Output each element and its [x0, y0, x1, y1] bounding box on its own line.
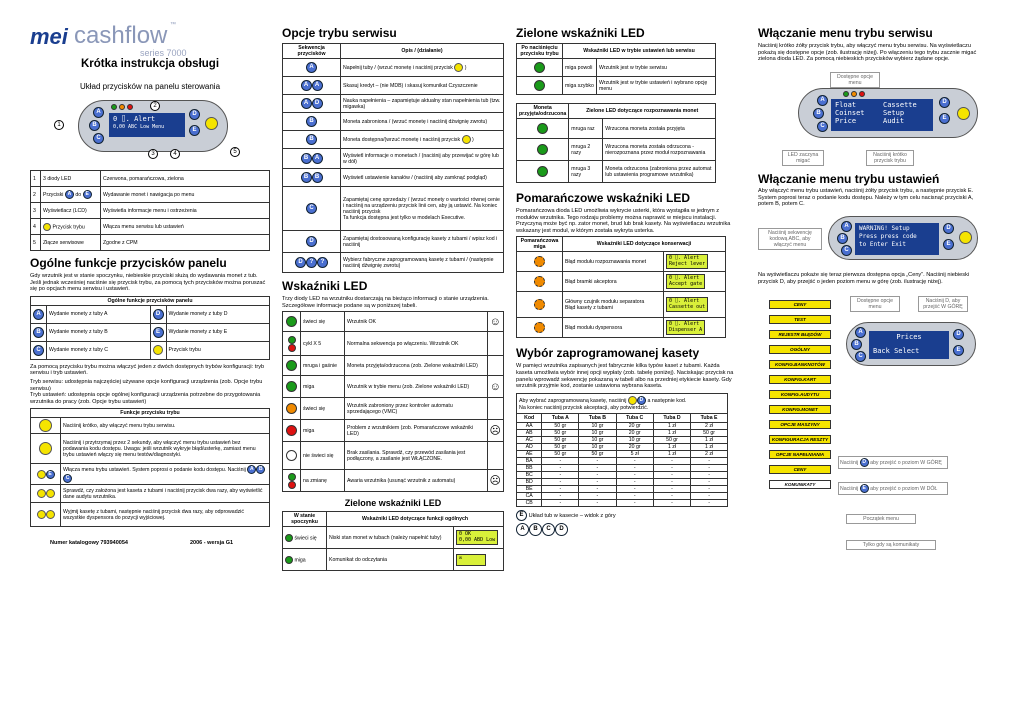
- brand-logo: [30, 22, 190, 58]
- setup-lcd: WARNING! Setup Press press code to Enter Exit: [855, 223, 939, 255]
- panel-button-d[interactable]: D: [189, 109, 200, 120]
- table-row: 1 3 diody LED Czerwona, pomarańczowa, zielona: [31, 171, 270, 187]
- general-title: Ogólne funkcje przycisków panelu: [30, 256, 227, 270]
- key-any-icon: ?: [317, 257, 328, 268]
- column-1: [30, 0, 270, 724]
- service-options-table: Sekwencja przycisków Opis / (działanie) A Napełnij tuby / (wrzuć monetę i naciśnij przycisk ) A A Skasuj kredyt – (nie MDB) i skasuj komunikat Czyszczenie A D Nauka napełnienia – zapamiętuje aktualny stan napełnienia tub (tzw. migawka) B Moneta zabroniona / (wrzuć monetę i naciśnij dźwignię zwrotu) B Moneta dostępna/(wrzuć monetę i naciśnij przycisk ) B A Wyświetl informacje o monetach / (naciśnij aby przewijać w górę lub w dół) B B Wyświetl ustawienie kanałów / (naciśnij aby zamknąć podgląd) C Zapamiętaj cenę sprzedaży / (wrzuć monety o wartości równej cenie i naciśnij na urządzeniu przycisk linii cen, aby ją ustawić. Na koniec naciśnij przycisk Ta funkcja dostępna jest tylko w modelach Executive. D Zapamiętaj dostosowaną konfigurację kasety z tubami / wpisz kod i naciśnij D ? ? Wybierz fabryczne zaprogramowaną kasetę z tubami / (następnie naciśnij dźwignię zwrotu): [282, 43, 504, 273]
- panel-mode-button[interactable]: [959, 231, 972, 244]
- panel-button-a[interactable]: A: [841, 221, 852, 232]
- panel-button-b[interactable]: B: [837, 233, 848, 244]
- menu-tree-item: KONFIG.AUDYTU: [769, 390, 831, 399]
- green-table: Po naciśnięciu przycisku trybu Wskaźniki LED w trybie ustawień lub serwisu miga powoli Wrzutnik jest w trybie serwisu miga szybko Wrzutnik jest w trybie ustawień i wybrano opcję menu: [516, 43, 716, 95]
- table-row: CA - - - - -: [517, 492, 728, 499]
- mode-button-icon: [46, 510, 55, 519]
- panel-mode-button[interactable]: [957, 107, 970, 120]
- panel-led-green: [843, 91, 849, 97]
- key-b-icon: B: [301, 172, 312, 183]
- lcd-preview: 0 ⌷. Alert Dispenser A: [666, 320, 705, 335]
- table-row: BC - - - - -: [517, 471, 728, 478]
- page-title: Krótka instrukcja obsługi: [80, 58, 220, 70]
- led-orange-icon: [534, 299, 545, 310]
- mode-button-icon: [462, 135, 471, 144]
- table-row: na zmianę Awaria wrzutnika (usunąć wrzutnik z automatu) ☹: [283, 470, 504, 492]
- table-row: mruga 3 razy Moneta odrzucona (zabroniona przez automat lub ustawienia programowe wrzutnika): [517, 161, 716, 183]
- key-a-icon: A: [65, 190, 74, 199]
- orange-text: Pomarańczowa dioda LED umożliwia wykrycie usterki, która wystąpiła w jednym z modułów wrzutnika. Tego rodzaju problemy można naprawić w miejscu instalacji. Przyczyną może być np. zator monet, brud lub brak kasety. Na wyświetlaczu wrzutnika wskazany jest moduł, w którym została wykryta usterka.: [516, 208, 731, 234]
- menu-tree-item: KONFIG.KART: [769, 375, 831, 384]
- table-row: Wyjmij kasetę z tubami, następnie naciśnij przycisk dwa razy, aby odprowadzić wszystkie dyspensora do pozycji wyjściowej.: [31, 503, 270, 527]
- key-d-icon: D: [306, 236, 317, 247]
- key-b-icon: B: [312, 172, 323, 183]
- panel-button-d[interactable]: D: [943, 223, 954, 234]
- led-green-icon: [286, 316, 297, 327]
- panel-button-b[interactable]: B: [89, 120, 100, 131]
- led-green-icon: [537, 144, 548, 155]
- brand-name: cashflow: [74, 22, 168, 49]
- panel-button-c[interactable]: C: [93, 133, 104, 144]
- cassette-title: Wybór zaprogramowanej kasety: [516, 346, 700, 361]
- menu-tree-item: KONFIG.MONET: [769, 405, 831, 414]
- cassette-header-row: Kod Tuba A Tuba B Tuba C Tuba D Tuba E: [517, 413, 728, 422]
- led-green-icon: [285, 556, 293, 564]
- mode-button-icon: [37, 470, 46, 479]
- panel-button-a[interactable]: A: [817, 95, 828, 106]
- led-green-icon: [288, 473, 296, 481]
- table-row: miga powoli Wrzutnik jest w trybie serwisu: [517, 59, 716, 77]
- led-orange-icon: [534, 256, 545, 267]
- table-row: AE 50 gr 50 gr 5 zł 1 zł 2 zł: [517, 450, 728, 457]
- green-small-title: Zielone wskaźniki LED: [344, 498, 442, 509]
- key-b-icon: B: [301, 153, 312, 164]
- key-e-icon: E: [516, 510, 527, 521]
- lcd-preview: 0 ⌷. Alert Accept gate: [666, 274, 705, 289]
- mode-button-icon: [628, 396, 637, 405]
- brand-series: series 7000: [140, 48, 187, 58]
- table-row: Naciśnij i przytrzymaj przez 2 sekundy, aby włączyć menu trybu ustawień bez podawania kodu dostępu. Uwaga: jeśli wrzutnik wykryje błąd/usterkę, zamiast menu trybu ustawień włączy się menu testów/diagnostyki.: [31, 434, 270, 464]
- panel-button-c[interactable]: C: [817, 121, 828, 132]
- menu-tree-list: [762, 300, 838, 495]
- table-row: AB 50 gr 10 gr 20 gr 1 zł 50 gr: [517, 429, 728, 436]
- cassette-body: [517, 422, 728, 506]
- panel-button-b[interactable]: B: [813, 108, 824, 119]
- setup-on-text: Aby włączyć menu trybu ustawień, naciśnij żółty przycisk trybu, a następnie przycisk E. System poprosi teraz o podanie kodu dostępu. Należy w tym celu nacisnąć przyciski A, potem B, potem C.: [758, 188, 974, 208]
- panel-layout-title: Układ przycisków na panelu sterowania: [79, 82, 221, 91]
- frown-icon: ☹: [487, 420, 503, 442]
- table-row: B A Wyświetl informacje o monetach / (naciśnij aby przewijać w górę lub w dół): [283, 149, 504, 169]
- panel-led-orange: [119, 104, 125, 110]
- menu-tree-item: KONFIG.BANKNOTÓW: [769, 360, 831, 369]
- service-options-title: Opcje trybu serwisu: [282, 26, 397, 40]
- table-row: świeci się Wrzutnik zabroniony przez kontroler automatu sprzedającego (VMC): [283, 398, 504, 420]
- callout-4: 4: [170, 149, 180, 159]
- led-starts-blinking-box: LED zaczyna migać: [782, 150, 824, 166]
- table-row: Główny czujnik modułu separatora Błąd kasety z tubami 0 ⌷. Alert Cassette out: [517, 292, 726, 318]
- key-d-icon: D: [295, 257, 306, 268]
- key-e-icon: E: [46, 470, 55, 479]
- menu-tree-item: REJESTR BŁĘDÓW: [769, 330, 831, 339]
- menu-tree: [758, 296, 988, 556]
- table-row: CB - - - - -: [517, 499, 728, 506]
- mode-button-icon: [43, 223, 51, 231]
- frown-icon: ☹: [487, 470, 503, 492]
- panel-button-e[interactable]: E: [943, 239, 954, 250]
- brand-tm: ™: [170, 22, 176, 28]
- legend-table: [30, 170, 270, 251]
- setup-on-title: Włączanie menu trybu ustawień: [758, 172, 940, 186]
- panel-led-red: [859, 91, 865, 97]
- mode-button-icon: [39, 419, 52, 432]
- table-row: B B Wyświetl ustawienie kanałów / (naciśnij aby zamknąć podgląd): [283, 169, 504, 187]
- key-a-icon: A: [301, 80, 312, 91]
- table-row: miga Problem z wrzutnikiem (zob. Pomarańczowe wskaźniki LED) ☹: [283, 420, 504, 442]
- panel-button-d[interactable]: D: [939, 97, 950, 108]
- menu-tree-item: KONFIGURACJA RESZTY: [769, 435, 831, 444]
- menu-tree-item: OGÓLNY: [769, 345, 831, 354]
- table-row: BA - - - - -: [517, 457, 728, 464]
- column-4: [758, 0, 988, 724]
- cassette-table: [516, 413, 728, 507]
- panel-button-c[interactable]: C: [855, 351, 866, 362]
- key-b-icon: B: [306, 116, 317, 127]
- panel-button-a[interactable]: A: [855, 327, 866, 338]
- led-orange-icon: [534, 322, 545, 333]
- tree-press-d-box: Naciśnij D aby przejść o poziom W GÓRĘ: [838, 456, 948, 469]
- menu-tree-item: OPCJE NAPEŁNIANIA: [769, 450, 831, 459]
- lcd-message-icon: ✉: [456, 554, 486, 566]
- menu-tree-item: KOMUNIKATY: [769, 480, 831, 489]
- key-b-icon: B: [306, 134, 317, 145]
- mode-button-icon: [37, 510, 46, 519]
- mode-text-1: Za pomocą przycisku trybu można włączyć jeden z dwóch dostępnych trybów konfiguracji: tryb serwisu i tryb ustawień.: [30, 363, 265, 377]
- table-row: 2 Przyciski A do E Wydawanie monet i nawigacja po menu: [31, 187, 270, 203]
- menu-tree-item: CENY: [769, 300, 831, 309]
- press-mode-box: Naciśnij krótko przycisk trybu: [866, 150, 914, 166]
- general-section: [30, 252, 270, 527]
- led-green-icon: [288, 336, 296, 344]
- setup-panel-illustration: [828, 216, 978, 260]
- callout-5: 5: [230, 147, 240, 157]
- table-row: świeci się Wrzutnik OK ☺: [283, 312, 504, 332]
- tube-a-icon: A: [516, 523, 529, 536]
- menu-tree-item: CENY: [769, 465, 831, 474]
- table-row: A A Skasuj kredyt – (nie MDB) i skasuj komunikat Czyszczenie: [283, 77, 504, 95]
- table-row: C Zapamiętaj cenę sprzedaży / (wrzuć monety o wartości równej cenie i naciśnij na urządzeniu przycisk linii cen, aby ją ustawić. Na koniec naciśnij przycisk Ta funkcja dostępna jest tylko w modelach Executive.: [283, 187, 504, 231]
- table-row: B Wydanie monety z tuby B E Wydanie monety z tuby E: [31, 323, 270, 341]
- table-row: AA 50 gr 10 gr 20 gr 1 zł 2 zł: [517, 422, 728, 429]
- table-row: D ? ? Wybierz fabryczne zaprogramowaną kasetę z tubami / (następnie naciśnij dźwignię zwrotu): [283, 253, 504, 273]
- table-row: C Wydanie monety z tuby C Przycisk trybu: [31, 341, 270, 359]
- table-row: A Wydanie monety z tuby A D Wydanie monety z tuby D: [31, 305, 270, 323]
- mode-button-icon: [37, 489, 46, 498]
- key-b-icon: B: [256, 465, 265, 474]
- mode-text-3: Tryb ustawień: udostępnia opcje ogólnej konfiguracji urządzenia potrzebne do przygotowania wrzutnika do pracy (zob. Opcje trybu ustawień): [30, 392, 261, 405]
- tree-start-box: Początek menu: [846, 514, 916, 524]
- tree-up-box: Naciśnij D, aby przejść W GÓRĘ: [918, 296, 968, 312]
- tree-panel-illustration: [846, 322, 976, 366]
- panel-led-green: [111, 104, 117, 110]
- led-red-icon: [288, 344, 296, 352]
- coin-table: Moneta przyjęta/odrzucona Zielone LED dotyczące rozpoznawania monet mruga raz Wrzucona moneta została przyjęta mruga 2 razy Wrzucona moneta została odrzucona - nierozpoznana przez moduł rozpoznawania mruga 3 razy Moneta odrzucona (zabroniona przez automat lub ustawienia programowe wrzutnika): [516, 103, 716, 183]
- table-row: AD 50 gr 10 gr 20 gr 1 zł 1 zł: [517, 443, 728, 450]
- led-green-icon: [286, 381, 297, 392]
- lcd-preview: 0 OK 0,00 ABD Low: [456, 530, 498, 545]
- panel-lcd-line2: 0,00 ABC Low Menu: [113, 124, 165, 130]
- tree-options-box: Dostępne opcje menu: [850, 296, 900, 312]
- general-table: Ogólne funkcje przycisków panelu A Wydanie monety z tuby A D Wydanie monety z tuby D B Wydanie monety z tuby B E Wydanie monety z tuby E C Wydanie monety z tuby C Przycisk trybu: [30, 296, 270, 360]
- mode-button-icon: [46, 489, 55, 498]
- table-row: Błąd bramki akceptora 0 ⌷. Alert Accept gate: [517, 272, 726, 292]
- leds-title: Wskaźniki LED: [282, 279, 368, 293]
- key-a-icon: A: [306, 62, 317, 73]
- table-row: mruga raz Wrzucona moneta została przyjęta: [517, 119, 716, 139]
- cassette-note: Aby wybrać zaprogramowaną kasetę, naciśnij D a następnie kod. Na koniec naciśnij przycisk akceptacji, aby potwierdzić.: [516, 393, 728, 413]
- table-row: E Włącza menu trybu ustawień. System poprosi o podanie kodu dostępu. Naciśnij A BC: [31, 464, 270, 485]
- panel-button-a[interactable]: A: [93, 107, 104, 118]
- smile-icon: ☺: [487, 376, 503, 398]
- mode-button-icon: [39, 442, 52, 455]
- led-green-icon: [286, 360, 297, 371]
- key-d-icon: D: [312, 98, 323, 109]
- key-c-icon: C: [63, 474, 72, 483]
- table-row: miga Wrzutnik w trybie menu (zob. Zielone wskaźniki LED) ☺: [283, 376, 504, 398]
- key-e-icon: E: [153, 327, 164, 338]
- key-b-icon: B: [33, 327, 44, 338]
- service-options-box: Dostępne opcje menu: [830, 72, 880, 88]
- table-row: nie świeci się Brak zasilania. Sprawdź, czy przewód zasilania jest podłączony, a zasilanie jest WŁĄCZONE.: [283, 442, 504, 470]
- table-row: Błąd modułu rozpoznawania monet 0 ⌷. Alert Reject lever: [517, 252, 726, 272]
- table-row: miga szybko Wrzutnik jest w trybie ustawień i wybrano opcję menu: [517, 77, 716, 95]
- led-off-icon: [286, 450, 297, 461]
- cassette-tube-layout: [516, 523, 750, 536]
- mode-button-icon: [454, 63, 463, 72]
- led-green-icon: [534, 62, 545, 73]
- panel-mode-button[interactable]: [205, 117, 218, 130]
- callout-1: 1: [54, 120, 64, 130]
- table-row: Naciśnij krótko, aby włączyć menu trybu serwisu.: [31, 418, 270, 434]
- green-title: Zielone wskaźniki LED: [516, 26, 645, 40]
- setup-code-box: Naciśnij sekwencję kodową ABC, aby włączyć menu: [758, 228, 822, 250]
- panel-button-e[interactable]: E: [939, 113, 950, 124]
- table-row: 5 Złącze serwisowe Zgodne z CPM: [31, 235, 270, 251]
- mode-button-icon: [153, 345, 163, 355]
- table-row: BE - - - - -: [517, 485, 728, 492]
- orange-table: Pomarańczowa miga Wskaźniki LED dotyczące konserwacji Błąd modułu rozpoznawania monet 0 ⌷. Alert Reject lever Błąd bramki akceptora 0 ⌷. Alert Accept gate Główny czujnik modułu separatora Błąd kasety z tubami 0 ⌷. Alert Cassette out Błąd modułu dyspensora 0 ⌷. Alert Dispenser A: [516, 236, 726, 338]
- table-row: BD - - - - -: [517, 478, 728, 485]
- key-e-icon: E: [860, 484, 869, 493]
- panel-button-e[interactable]: E: [189, 125, 200, 136]
- service-panel-illustration: [798, 88, 978, 138]
- table-row: 3 Wyświetlacz (LCD) Wyświetla informacje menu i ostrzeżenia: [31, 203, 270, 219]
- led-green-icon: [537, 123, 548, 134]
- table-row: miga Komunikat do odczytania ✉: [283, 549, 504, 571]
- led-orange-icon: [286, 403, 297, 414]
- tube-d-icon: D: [555, 523, 568, 536]
- lcd-preview: 0 ⌷. Alert Reject lever: [666, 254, 708, 269]
- table-row: A Napełnij tuby / (wrzuć monetę i naciśnij przycisk ): [283, 59, 504, 77]
- key-d-icon: D: [637, 396, 646, 405]
- table-row: 4 Przycisk trybu Włącza menu serwisu lub ustawień: [31, 219, 270, 235]
- lcd-preview: 0 ⌷. Alert Cassette out: [666, 297, 708, 312]
- key-a-icon: A: [312, 80, 323, 91]
- footer-catalog: Numer katalogowy 793940054: [50, 540, 128, 546]
- table-row: AC 50 gr 10 gr 10 gr 50 gr 1 zł: [517, 436, 728, 443]
- mode-text-2: Tryb serwisu: udostępnia najczęściej używane opcje konfiguracji urządzenia (zob. Opcje trybu serwisu): [30, 378, 263, 392]
- table-row: cykl X 5 Normalna sekwencja po włączeniu. Wrzutnik OK: [283, 332, 504, 356]
- led-orange-icon: [534, 276, 545, 287]
- panel-lcd-line1: 0 ⌷. Alert: [113, 115, 156, 123]
- panel-lcd: [109, 113, 185, 137]
- led-red-icon: [286, 425, 297, 436]
- service-lcd: Float Cassette Coinset Setup Price Audit: [831, 99, 933, 131]
- key-d-icon: D: [153, 309, 164, 320]
- mode-table: Funkcje przycisku trybu Naciśnij krótko, aby włączyć menu trybu serwisu. Naciśnij i przytrzymaj przez 2 sekundy, aby włączyć menu trybu ustawień bez podawania kodu dostępu. Uwaga: jeśli wrzutnik wykryje błąd/usterkę, zamiast menu trybu ustawień włączy się menu testów/diagnostyki. E Włącza menu trybu ustawień. System poprosi o podanie kodu dostępu. Naciśnij A BC Sprawdź, czy założona jest kaseta z tubami i naciśnij przycisk dwa razy, aby wyświetlić dane audytu wrzutnika. Wyjmij kasetę z tubami, następnie naciśnij przycisk dwa razy, aby odprowadzić wszystkie dyspensora do pozycji wyjściowej.: [30, 408, 270, 527]
- cassette-footer: E Układ tub w kasecie – widok z góry: [516, 510, 750, 521]
- tube-b-icon: B: [529, 523, 542, 536]
- key-a-icon: A: [301, 98, 312, 109]
- column-3: [516, 0, 750, 724]
- table-row: świeci się Niski stan monet w tubach (należy napełnić tuby) 0 OK 0,00 ABD Low: [283, 527, 504, 549]
- footer-version: 2006 - wersja G1: [190, 540, 234, 546]
- table-row: Błąd modułu dyspensora 0 ⌷. Alert Dispenser A: [517, 318, 726, 338]
- key-a-icon: A: [33, 309, 44, 320]
- orange-title: Pomarańczowe wskaźniki LED: [516, 191, 691, 205]
- service-on-title: Włączanie menu trybu serwisu: [758, 26, 933, 40]
- service-on-text: Naciśnij krótko żółty przycisk trybu, aby włączyć menu trybu serwisu. Na wyświetlaczu pokażą się dostępne opcje (zob. ilustrację niżej). Po włączeniu tego trybu zacznie migać zielona dioda LED. Za pomocą niebieskich przycisków wybierz żądane opcje.: [758, 43, 977, 63]
- general-text: Gdy wrzutnik jest w stanie spoczynku, niebieskie przyciski służą do wydawania monet z tub. Jeśli jednak wcześniej naciśnie się przycisk trybu, za pomocą tych przycisków można poruszać się po opcjach menu serwisu i ustawień.: [30, 273, 266, 293]
- panel-button-e[interactable]: E: [953, 345, 964, 356]
- key-any-icon: ?: [306, 257, 317, 268]
- tree-lcd: Prices Back Select: [869, 331, 949, 359]
- panel-button-c[interactable]: C: [841, 245, 852, 256]
- leds-table: [282, 311, 504, 492]
- key-c-icon: C: [33, 345, 44, 356]
- led-green-icon: [537, 166, 548, 177]
- key-d-icon: D: [860, 458, 869, 467]
- key-a-icon: A: [312, 153, 323, 164]
- tree-press-e-box: Naciśnij E aby przejść o poziom W DÓŁ: [838, 482, 948, 495]
- smile-icon: ☺: [487, 312, 503, 332]
- tree-only-box: Tylko gdy są komunikaty: [846, 540, 936, 550]
- panel-led-orange: [851, 91, 857, 97]
- key-a-icon: A: [247, 465, 256, 474]
- led-green-icon: [285, 534, 293, 542]
- panel-led-red: [127, 104, 133, 110]
- leds-text: Trzy diody LED na wrzutniku dostarczają na bieżąco informacji o stanie urządzenia. Szczegółowe informacje podane są w poniższej tabeli.: [282, 296, 489, 309]
- callout-2: 2: [150, 101, 160, 111]
- key-e-icon: E: [83, 190, 92, 199]
- panel-button-d[interactable]: D: [953, 329, 964, 340]
- brand-mei: mei: [30, 24, 68, 49]
- table-row: B Moneta dostępna/(wrzuć monetę i naciśnij przycisk ): [283, 131, 504, 149]
- table-row: A D Nauka napełnienia – zapamiętuje aktualny stan napełnienia tub (tzw. migawka): [283, 95, 504, 113]
- table-row: Sprawdź, czy założona jest kaseta z tubami i naciśnij przycisk dwa razy, aby wyświetlić dane audytu wrzutnika.: [31, 485, 270, 503]
- panel-button-b[interactable]: B: [851, 339, 862, 350]
- green-small-table: W stanie spoczynku Wskaźniki LED dotyczące funkcji ogólnych świeci się Niski stan monet w tubach (należy napełnić tuby) 0 OK 0,00 ABD Low miga Komunikat do odczytania ✉: [282, 511, 504, 571]
- led-green-icon: [534, 80, 545, 91]
- table-row: mruga i gaśnie Moneta przyjęta/odrzucona (zob. Zielone wskaźniki LED): [283, 356, 504, 376]
- callout-3: 3: [148, 149, 158, 159]
- tube-c-icon: C: [542, 523, 555, 536]
- led-red-icon: [288, 481, 296, 489]
- menu-tree-item: OPCJE MASZYNY: [769, 420, 831, 429]
- table-row: mruga 2 razy Wrzucona moneta została odrzucona - nierozpoznana przez moduł rozpoznawania: [517, 139, 716, 161]
- key-c-icon: C: [306, 203, 317, 214]
- table-row: BB - - - - -: [517, 464, 728, 471]
- column-2: [282, 0, 504, 724]
- table-row: B Moneta zabroniona / (wrzuć monetę i naciśnij dźwignię zwrotu): [283, 113, 504, 131]
- menu-tree-item: TEST: [769, 315, 831, 324]
- table-row: D Zapamiętaj dostosowaną konfigurację kasety z tubami / wpisz kod i naciśnij: [283, 231, 504, 253]
- cassette-text: W pamięci wrzutnika zapisanych jest fabrycznie kilka typów kaset z tubami. Każda kaseta umożliwia wybór innej opcji wypłaty (zob. tabelę poniżej). Naciskając przycisk na panelu wprowadź sekwencję pokazaną w tabeli albo na przedniej etykiecie kasety. Gdy wrzutnik przyjmie kod, zostanie ustawiona wybrana kaseta.: [516, 363, 734, 390]
- setup-text-2: Na wyświetlaczu pokaże się teraz pierwsza dostępna opcja „Ceny”. Naciśnij niebieski przycisk D, aby przejść o jeden poziom menu w górę (zob. ilustrację niżej).: [758, 272, 970, 285]
